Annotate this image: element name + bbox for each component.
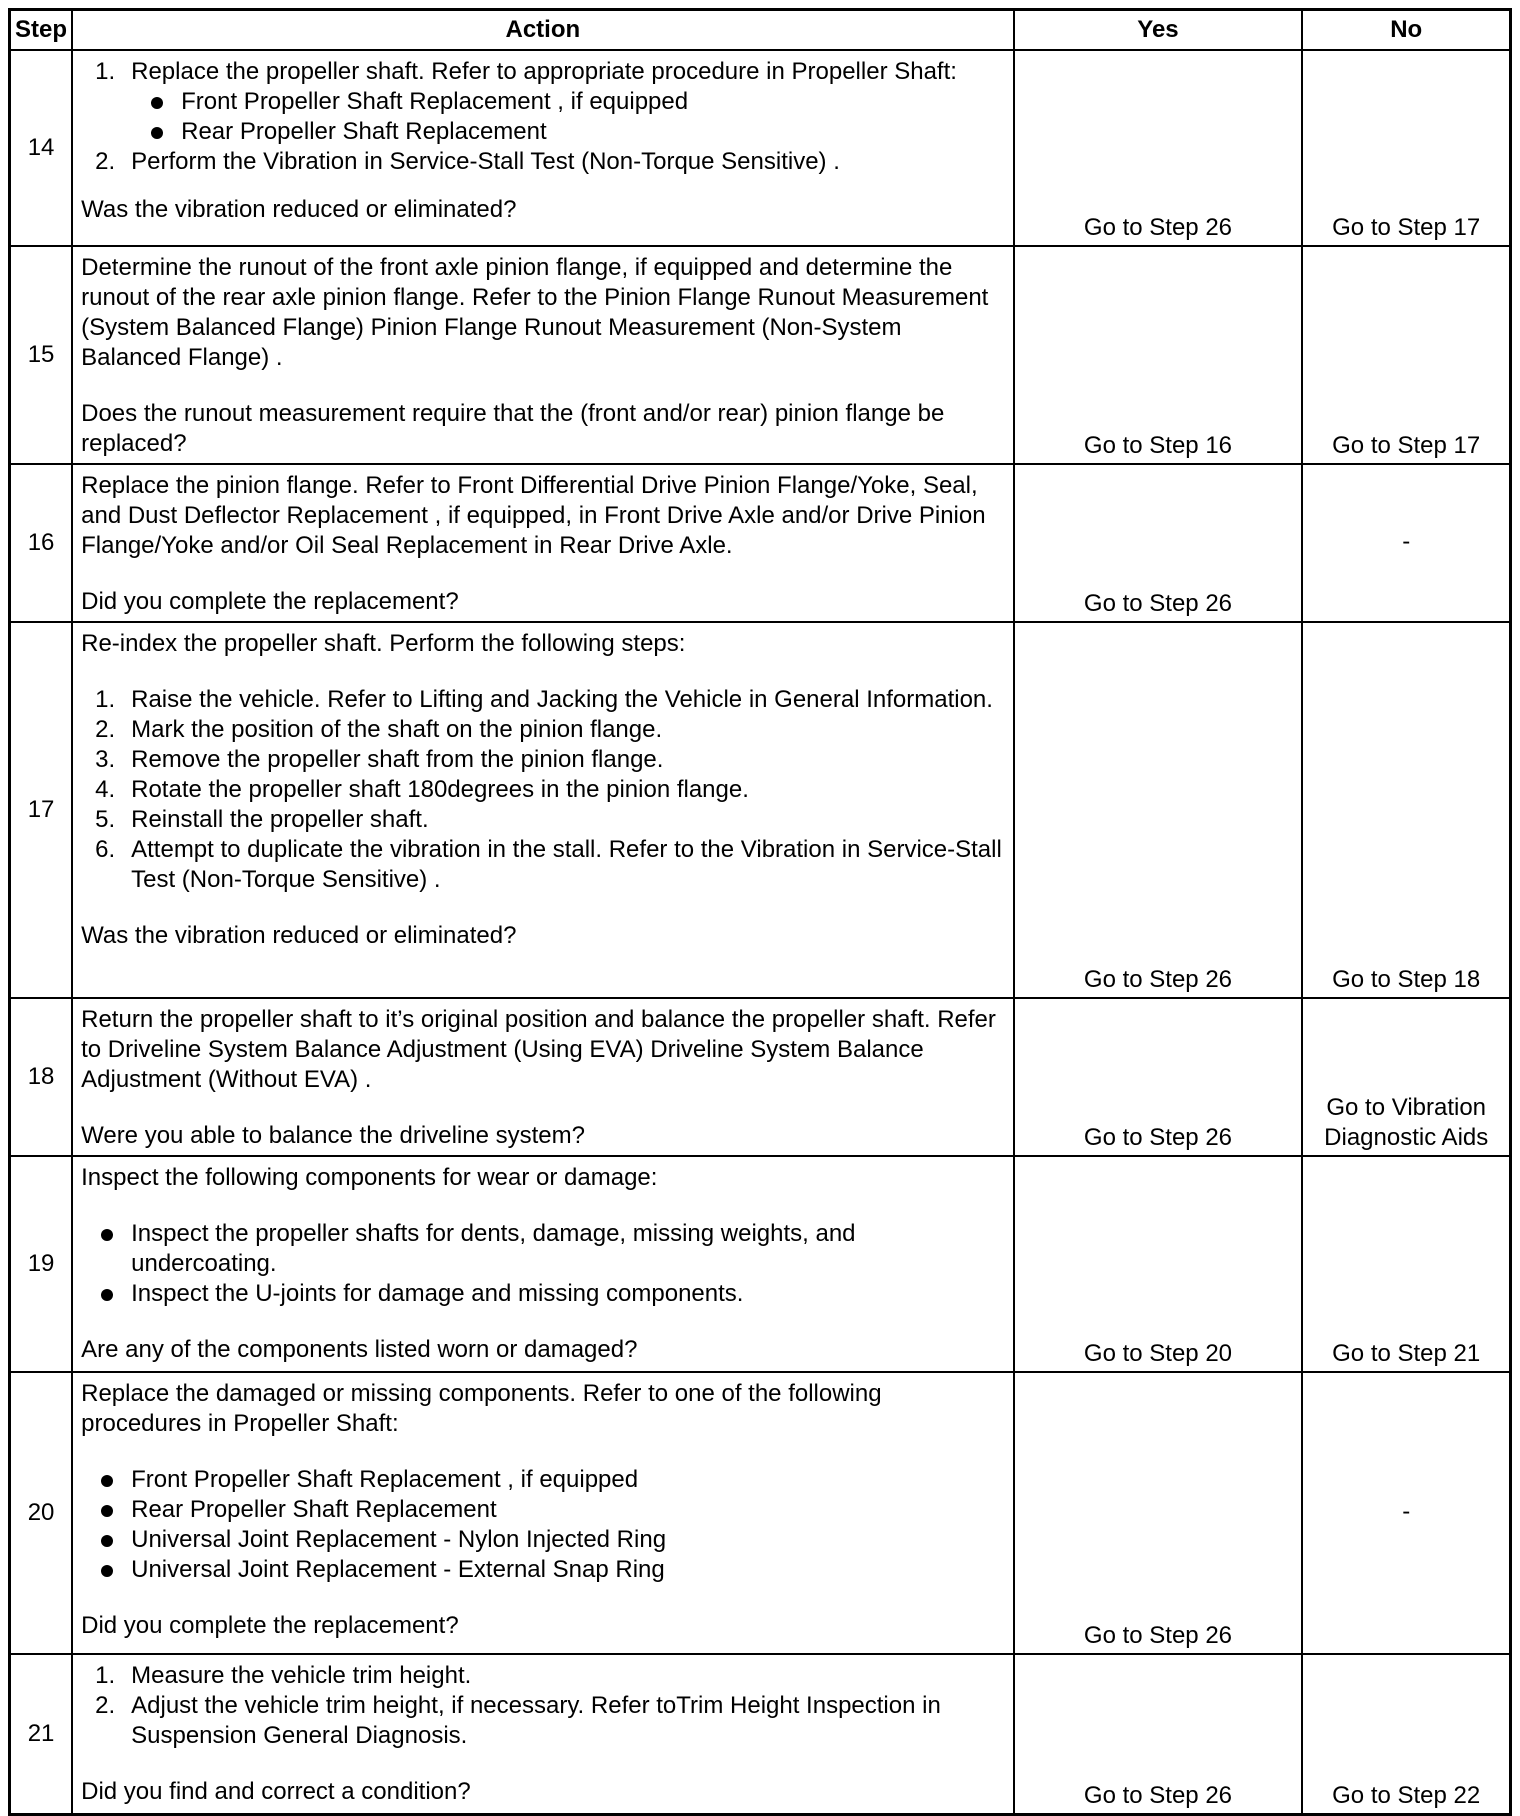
action-text: Return the propeller shaft to it’s original position and balance the propeller shaft. Refer to Driveline System Balance Adjustment (Using EVA) Driveline System Balance Adjustment (Without EVA) . [81, 1006, 996, 1093]
action-intro: Re-index the propeller shaft. Perform the following steps: [81, 630, 686, 657]
header-action: Action [72, 10, 1013, 51]
list-item [81, 117, 1004, 147]
step-number: 15 [10, 246, 73, 464]
list-item [81, 147, 1004, 177]
no-cell: Go to Step 21 [1302, 1156, 1510, 1372]
header-step: Step [10, 10, 73, 51]
list-item [81, 1525, 1004, 1555]
bullet-icon [101, 1229, 113, 1241]
action-cell [72, 246, 1013, 464]
question-text: Did you complete the replacement? [81, 588, 459, 615]
step-number: 20 [10, 1372, 73, 1654]
no-text-line: Diagnostic Aids [1324, 1124, 1489, 1151]
item-text: Rotate the propeller shaft 180degrees in the pinion flange. [131, 776, 749, 803]
no-cell: Go to Step 18 [1302, 622, 1510, 998]
bullet-text: Rear Propeller Shaft Replacement [131, 1496, 497, 1523]
list-item [81, 805, 1004, 835]
header-no: No [1302, 10, 1510, 51]
step-number: 18 [10, 998, 73, 1156]
question-text: Does the runout measurement require that the (front and/or rear) pinion flange be replaced? [81, 400, 945, 457]
table-row [10, 50, 1511, 246]
action-cell [72, 1654, 1013, 1814]
bullet-text: Universal Joint Replacement - External Snap Ring [131, 1556, 665, 1583]
list-item [81, 775, 1004, 805]
action-cell [72, 464, 1013, 622]
item-number: 1. [95, 686, 116, 713]
item-number: 2. [95, 148, 116, 175]
action-intro: Replace the damaged or missing components. Refer to one of the following procedures in Propeller Shaft: [81, 1380, 882, 1437]
bullet-text: Front Propeller Shaft Replacement , if equipped [181, 88, 689, 115]
list-item [81, 1465, 1004, 1495]
bullet-icon [151, 97, 163, 109]
table-row [10, 1156, 1511, 1372]
no-text-line: Go to Vibration [1326, 1094, 1487, 1121]
bullet-text: Universal Joint Replacement - Nylon Injected Ring [131, 1526, 667, 1553]
bullet-text: Inspect the U-joints for damage and missing components. [131, 1280, 744, 1307]
item-text: Measure the vehicle trim height. [131, 1662, 472, 1689]
item-number: 2. [95, 716, 116, 743]
question-text: Were you able to balance the driveline system? [81, 1122, 585, 1149]
yes-cell: Go to Step 26 [1014, 1372, 1303, 1654]
bullet-icon [101, 1565, 113, 1577]
question-text: Did you complete the replacement? [81, 1612, 459, 1639]
list-item [81, 1219, 1004, 1279]
item-number: 5. [95, 806, 116, 833]
yes-cell: Go to Step 26 [1014, 1654, 1303, 1814]
step-number: 17 [10, 622, 73, 998]
step-number: 19 [10, 1156, 73, 1372]
list-item [81, 1691, 1004, 1751]
bullet-icon [101, 1535, 113, 1547]
bullet-text: Front Propeller Shaft Replacement , if equipped [131, 1466, 639, 1493]
action-text: Replace the pinion flange. Refer to Front Differential Drive Pinion Flange/Yoke, Seal, and Dust Deflector Replacement , if equipped, in Front Drive Axle and/or Drive Pinion Flange/Yoke and/or Oil Seal Replacement in Rear Drive Axle. [81, 472, 986, 559]
yes-cell: Go to Step 26 [1014, 622, 1303, 998]
list-item [81, 835, 1004, 895]
item-number: 3. [95, 746, 116, 773]
step-number: 14 [10, 50, 73, 246]
item-number: 4. [95, 776, 116, 803]
list-item [81, 1279, 1004, 1309]
no-cell: Go to Step 22 [1302, 1654, 1510, 1814]
item-text: Mark the position of the shaft on the pinion flange. [131, 716, 663, 743]
yes-cell: Go to Step 16 [1014, 246, 1303, 464]
table-row [10, 246, 1511, 464]
table-row [10, 464, 1511, 622]
no-cell [1302, 998, 1510, 1156]
diagnostic-table [8, 8, 1512, 1816]
question-text: Are any of the components listed worn or damaged? [81, 1336, 638, 1363]
list-item [81, 745, 1004, 775]
table-row [10, 622, 1511, 998]
item-text: Perform the Vibration in Service-Stall Test (Non-Torque Sensitive) . [131, 148, 840, 175]
yes-cell: Go to Step 20 [1014, 1156, 1303, 1372]
no-cell: Go to Step 17 [1302, 50, 1510, 246]
table-row [10, 1654, 1511, 1814]
bullet-icon [151, 127, 163, 139]
header-yes: Yes [1014, 10, 1303, 51]
list-item [81, 715, 1004, 745]
bullet-text: Inspect the propeller shafts for dents, damage, missing weights, and undercoating. [131, 1220, 856, 1277]
action-cell [72, 50, 1013, 246]
action-cell [72, 1372, 1013, 1654]
action-cell [72, 1156, 1013, 1372]
bullet-icon [101, 1505, 113, 1517]
question-text: Was the vibration reduced or eliminated? [81, 922, 517, 949]
bullet-icon [101, 1475, 113, 1487]
question-text: Was the vibration reduced or eliminated? [81, 196, 517, 223]
table-row [10, 1372, 1511, 1654]
item-number: 1. [95, 1662, 116, 1689]
item-number: 1. [95, 58, 116, 85]
list-item [81, 1495, 1004, 1525]
item-text: Attempt to duplicate the vibration in the stall. Refer to the Vibration in Service-Stall Test (Non-Torque Sensitive) . [131, 836, 1002, 893]
item-text: Reinstall the propeller shaft. [131, 806, 429, 833]
item-number: 2. [95, 1692, 116, 1719]
list-item [81, 1661, 1004, 1691]
list-item [81, 1555, 1004, 1585]
table-row [10, 998, 1511, 1156]
yes-cell: Go to Step 26 [1014, 998, 1303, 1156]
item-number: 6. [95, 836, 116, 863]
step-number: 21 [10, 1654, 73, 1814]
bullet-icon [101, 1289, 113, 1301]
yes-cell: Go to Step 26 [1014, 50, 1303, 246]
list-item [81, 685, 1004, 715]
item-text: Replace the propeller shaft. Refer to appropriate procedure in Propeller Shaft: [131, 58, 957, 85]
action-text: Determine the runout of the front axle pinion flange, if equipped and determine the runout of the rear axle pinion flange. Refer to the Pinion Flange Runout Measurement (System Balanced Flange) Pinion Flange Runout Measurement (Non-System Balanced Flange) . [81, 254, 989, 371]
question-text: Did you find and correct a condition? [81, 1778, 471, 1805]
item-text: Raise the vehicle. Refer to Lifting and Jacking the Vehicle in General Information. [131, 686, 993, 713]
bullet-text: Rear Propeller Shaft Replacement [181, 118, 547, 145]
no-cell: Go to Step 17 [1302, 246, 1510, 464]
action-cell [72, 998, 1013, 1156]
action-intro: Inspect the following components for wear or damage: [81, 1164, 658, 1191]
action-cell [72, 622, 1013, 998]
yes-cell: Go to Step 26 [1014, 464, 1303, 622]
list-item [81, 87, 1004, 117]
item-text: Remove the propeller shaft from the pinion flange. [131, 746, 664, 773]
list-item [81, 57, 1004, 147]
step-number: 16 [10, 464, 73, 622]
no-cell: - [1302, 1372, 1510, 1654]
header-row [10, 10, 1511, 51]
item-text: Adjust the vehicle trim height, if necessary. Refer toTrim Height Inspection in Suspension General Diagnosis. [131, 1692, 941, 1749]
no-cell: - [1302, 464, 1510, 622]
